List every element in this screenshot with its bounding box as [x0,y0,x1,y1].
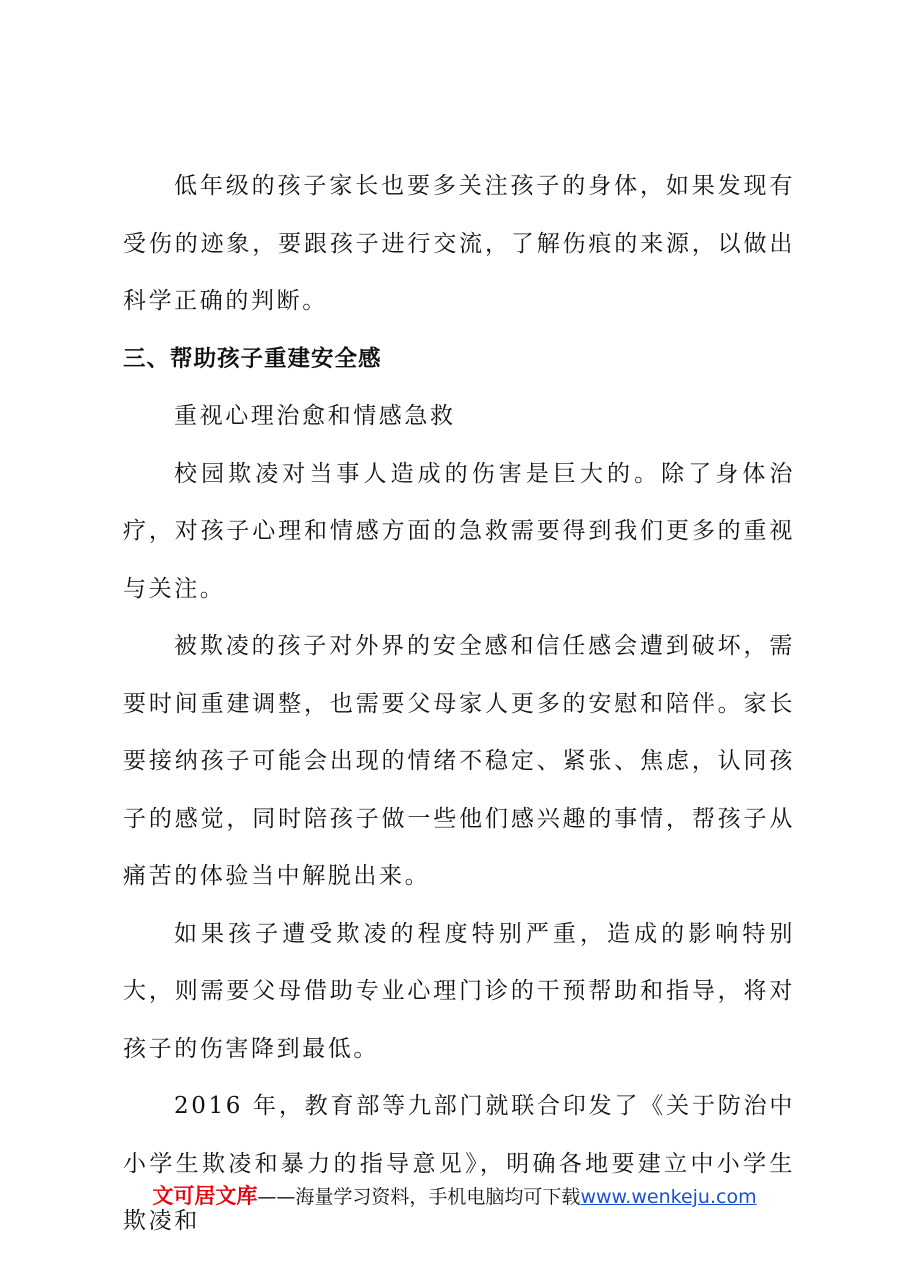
page-footer [0,1181,909,1212]
paragraph-injury-check: 低年级的孩子家长也要多关注孩子的身体，如果发现有受伤的迹象，要跟孩子进行交流，了解伤痕的来源，以做出科学正确的判断。 [123,173,795,314]
paragraph-harm: 校园欺凌对当事人造成的伤害是巨大的。除了身体治疗，对孩子心理和情感方面的急救需要得到我们更多的重视与关注。 [123,460,795,602]
paragraph-rebuild: 被欺凌的孩子对外界的安全感和信任感会遭到破坏，需要时间重建调整，也需要父母家人更多的安慰和陪伴。家长要接纳孩子可能会出现的情绪不稳定、紧张、焦虑，认同孩子的感觉，同时陪孩子做一些他们感兴趣的事情，帮孩子从痛苦的体验当中解脱出来。 [123,633,795,889]
paragraph-subtitle: 重视心理治愈和情感急救 [174,403,456,429]
footer-slogan: ——海量学习资料，手机电脑均可下载 [257,1186,581,1208]
paragraph-professional-help: 如果孩子遭受欺凌的程度特别严重，造成的影响特别大，则需要父母借助专业心理门诊的干预帮助和指导，将对孩子的伤害降到最低。 [123,920,795,1062]
paragraph-2016-policy: 2016 年，教育部等九部门就联合印发了《关于防治中小学生欺凌和暴力的指导意见》，明确各地要建立中小学生欺凌和 [123,1093,795,1234]
section-heading: 三、帮助孩子重建安全感 [123,345,382,372]
footer-link[interactable]: www.wenkeju.com [580,1186,757,1208]
document-body [123,158,795,1251]
footer-brand: 文可居文库 [152,1184,258,1208]
